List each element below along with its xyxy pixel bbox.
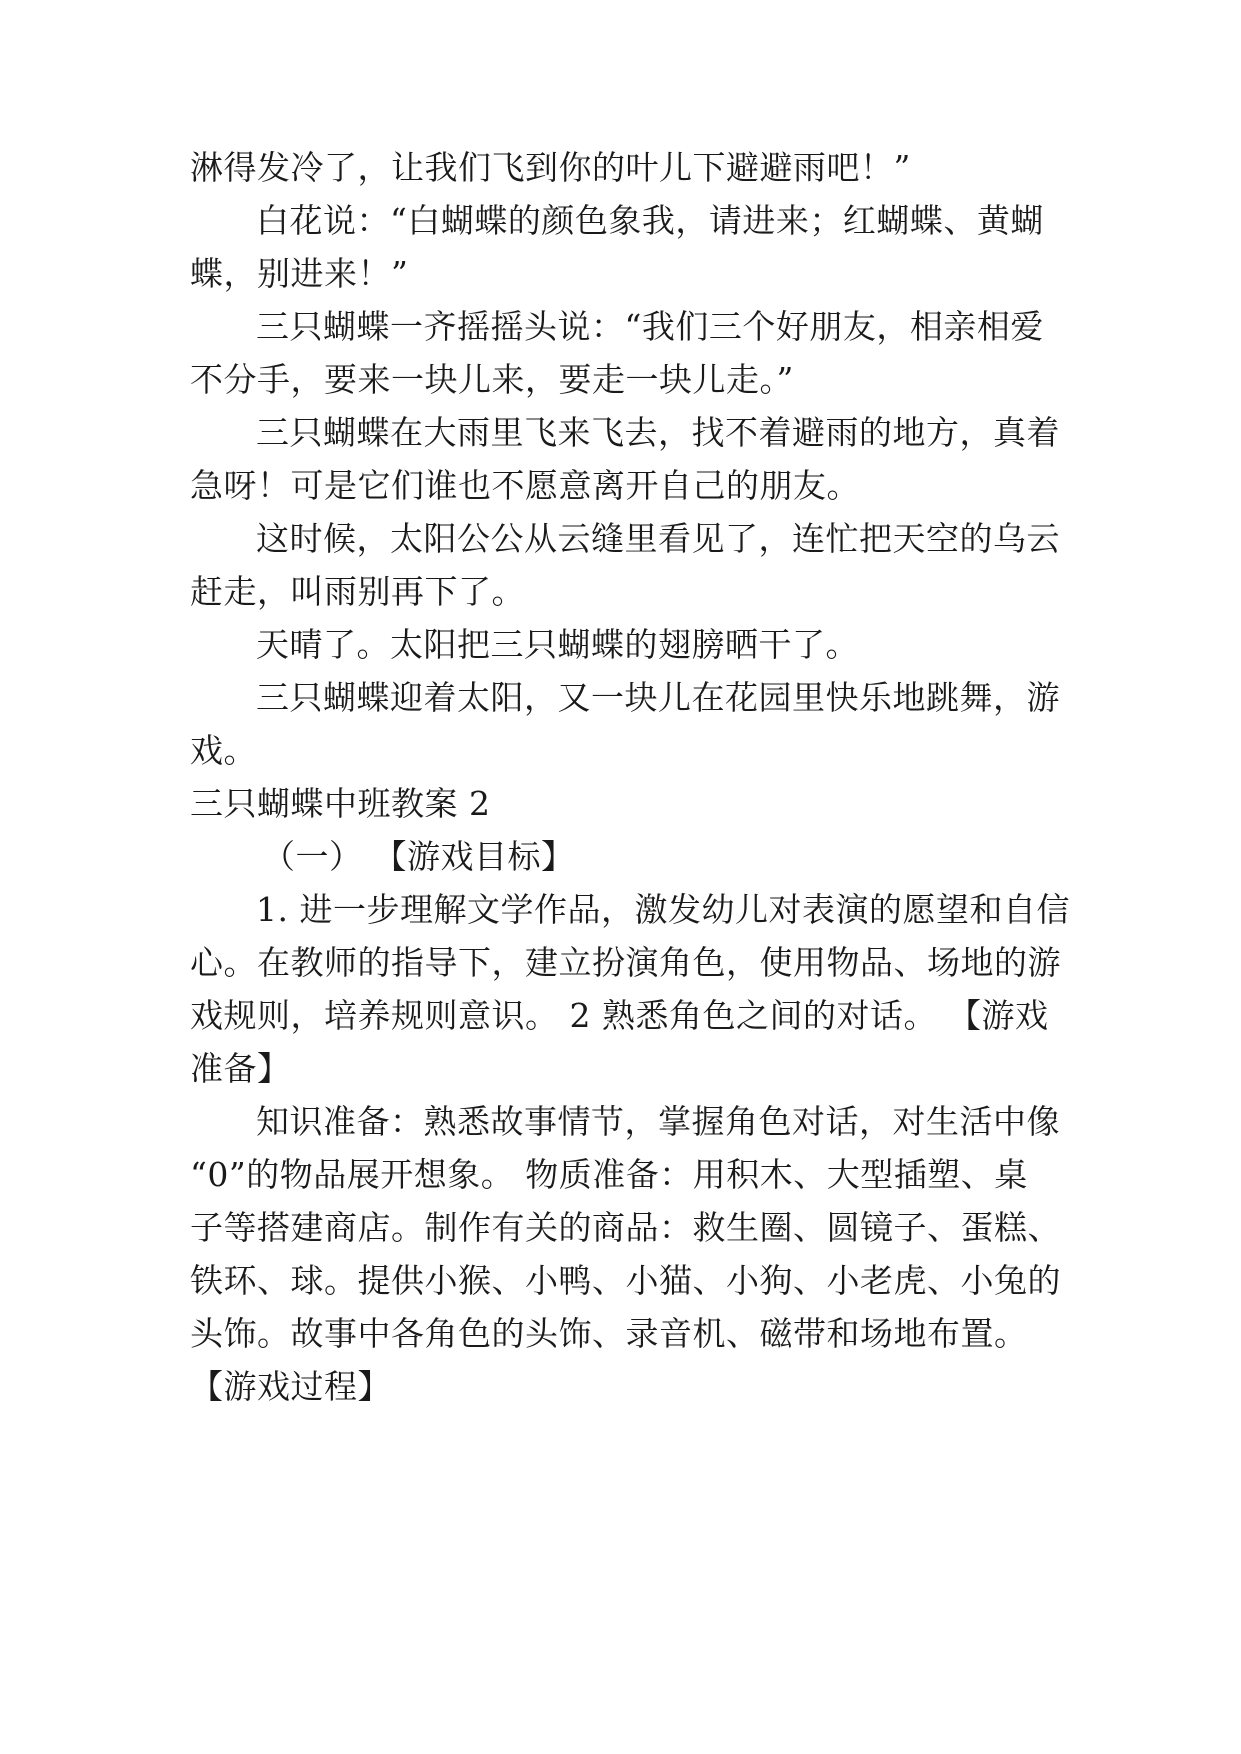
text-line: 这时候，太阳公公从云缝里看见了，连忙把天空的乌云 bbox=[256, 519, 1060, 558]
text-line: 赶走，叫雨别再下了。 bbox=[190, 572, 525, 611]
text-line: 心。在教师的指导下，建立扮演角色，使用物品、场地的游 bbox=[190, 943, 1061, 982]
text-line: 准备】 bbox=[190, 1049, 291, 1088]
text-line: 铁环、球。提供小猴、小鸭、小猫、小狗、小老虎、小兔的 bbox=[190, 1261, 1061, 1300]
text-line: 白花说：“白蝴蝶的颜色象我，请进来；红蝴蝶、黄蝴 bbox=[256, 201, 1044, 240]
text-line: 戏。 bbox=[190, 731, 257, 770]
text-line: 淋得发冷了，让我们飞到你的叶儿下避避雨吧！” bbox=[190, 148, 911, 187]
text-line: 三只蝴蝶一齐摇摇头说：“我们三个好朋友，相亲相爱 bbox=[256, 307, 1044, 346]
text-line: “0”的物品展开想象。 物质准备：用积木、大型插塑、桌 bbox=[190, 1155, 1028, 1194]
text-line: 三只蝴蝶在大雨里飞来飞去，找不着避雨的地方，真着 bbox=[256, 413, 1060, 452]
text-line: 头饰。故事中各角色的头饰、录音机、磁带和场地布置。 bbox=[190, 1314, 1028, 1353]
text-line: 戏规则，培养规则意识。 2 熟悉角色之间的对话。 【游戏 bbox=[190, 996, 1049, 1035]
text-line: 天晴了。太阳把三只蝴蝶的翅膀晒干了。 bbox=[256, 625, 859, 664]
section-heading: 三只蝴蝶中班教案 2 bbox=[190, 784, 491, 823]
section-heading: 【游戏过程】 bbox=[190, 1367, 391, 1406]
text-line: 子等搭建商店。制作有关的商品：救生圈、圆镜子、蛋糕、 bbox=[190, 1208, 1061, 1247]
document-page bbox=[190, 0, 1070, 1754]
subsection-heading: （一） 【游戏目标】 bbox=[262, 837, 575, 876]
text-line: 三只蝴蝶迎着太阳，又一块儿在花园里快乐地跳舞，游 bbox=[256, 678, 1060, 717]
text-line: 不分手，要来一块儿来，要走一块儿走。” bbox=[190, 360, 794, 399]
text-line: 蝶，别进来！” bbox=[190, 254, 409, 293]
text-line: 知识准备：熟悉故事情节，掌握角色对话，对生活中像 bbox=[256, 1102, 1060, 1141]
text-line: 急呀！可是它们谁也不愿意离开自己的朋友。 bbox=[190, 466, 860, 505]
text-line: 1. 进一步理解文学作品，激发幼儿对表演的愿望和自信 bbox=[256, 890, 1070, 929]
